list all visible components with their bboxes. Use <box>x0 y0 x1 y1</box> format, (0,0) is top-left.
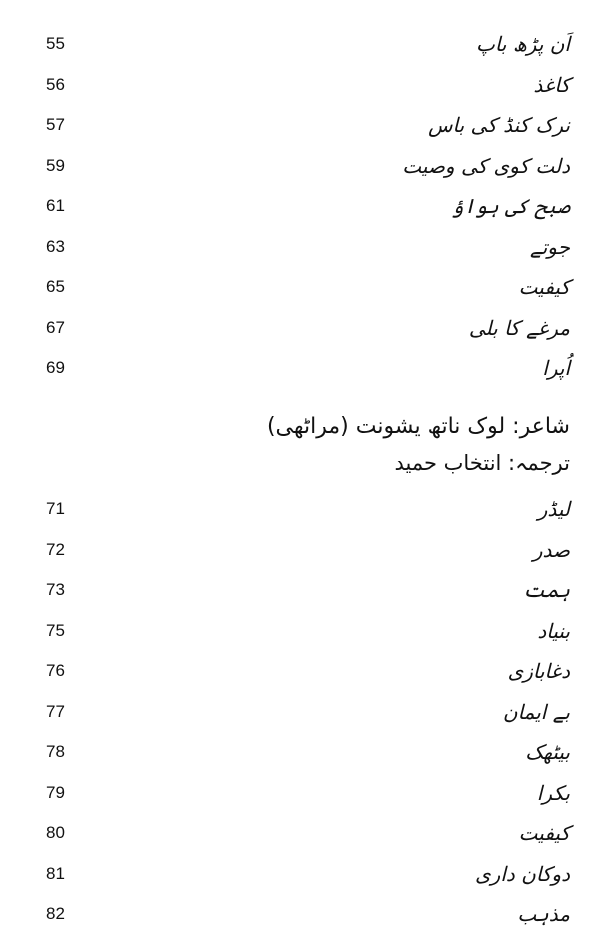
toc-title: لیڈر <box>537 497 570 522</box>
toc-page-number: 73 <box>46 580 65 600</box>
toc-title: بنیاد <box>537 618 570 643</box>
toc-entry <box>0 489 600 530</box>
table-of-contents-group-2 <box>0 489 600 935</box>
toc-entry <box>0 146 600 187</box>
toc-page-number: 59 <box>46 155 65 175</box>
toc-page-number: 55 <box>46 34 65 54</box>
translator-heading: ترجمہ: انتخاب حمید <box>394 451 570 475</box>
poet-heading: شاعر: لوک ناتھ یشونت (مراٹھی) <box>266 414 570 439</box>
toc-entry <box>0 267 600 308</box>
toc-entry <box>0 894 600 935</box>
toc-title: دلت کوی کی وصیت <box>402 153 570 178</box>
toc-title: مذہب <box>517 902 570 927</box>
toc-entry <box>0 854 600 895</box>
toc-page-number: 69 <box>46 358 65 378</box>
toc-page-number: 82 <box>46 904 65 924</box>
toc-page-number: 79 <box>46 782 65 802</box>
toc-title: کیفیت <box>518 821 570 846</box>
toc-page-number: 76 <box>46 661 65 681</box>
toc-title: بیٹھک <box>525 740 570 765</box>
toc-title: بے ایمان <box>502 699 570 724</box>
toc-page-number: 56 <box>46 74 65 94</box>
toc-title: صبح کی ہواؤ <box>451 194 570 219</box>
toc-page-number: 75 <box>46 620 65 640</box>
toc-entry <box>0 611 600 652</box>
toc-entry <box>0 530 600 571</box>
toc-entry <box>0 186 600 227</box>
toc-page-number: 80 <box>46 823 65 843</box>
toc-title: کاغذ <box>533 72 570 97</box>
toc-entry <box>0 308 600 349</box>
toc-page-number: 78 <box>46 742 65 762</box>
toc-page-number: 81 <box>46 863 65 883</box>
toc-entry <box>0 732 600 773</box>
toc-page-number: 61 <box>46 196 65 216</box>
toc-title: صدر <box>532 537 570 562</box>
toc-entry <box>0 773 600 814</box>
toc-title: نرک کنڈ کی باس <box>428 113 570 138</box>
toc-page-number: 63 <box>46 236 65 256</box>
toc-entry <box>0 692 600 733</box>
toc-page-number: 77 <box>46 701 65 721</box>
toc-title: ہمت <box>523 578 570 603</box>
toc-title: اَن پڑھ باپ <box>475 32 570 57</box>
toc-title: دغابازی <box>507 659 570 684</box>
toc-title: اُپرا <box>542 356 570 381</box>
toc-entry <box>0 651 600 692</box>
toc-entry <box>0 348 600 389</box>
toc-entry <box>0 570 600 611</box>
toc-page-number: 67 <box>46 317 65 337</box>
toc-page-number: 71 <box>46 499 65 519</box>
toc-title: دوکان داری <box>475 861 570 886</box>
toc-title: کیفیت <box>518 275 570 300</box>
toc-entry <box>0 227 600 268</box>
toc-entry <box>0 813 600 854</box>
toc-page-number: 65 <box>46 277 65 297</box>
toc-entry <box>0 65 600 106</box>
toc-entry <box>0 24 600 65</box>
toc-title: بکرا <box>536 780 570 805</box>
toc-entry <box>0 105 600 146</box>
table-of-contents-group-1 <box>0 24 600 389</box>
toc-title: جوتے <box>530 234 570 259</box>
toc-page-number: 72 <box>46 539 65 559</box>
toc-title: مرغے کا بلی <box>468 315 570 340</box>
toc-page-number: 57 <box>46 115 65 135</box>
